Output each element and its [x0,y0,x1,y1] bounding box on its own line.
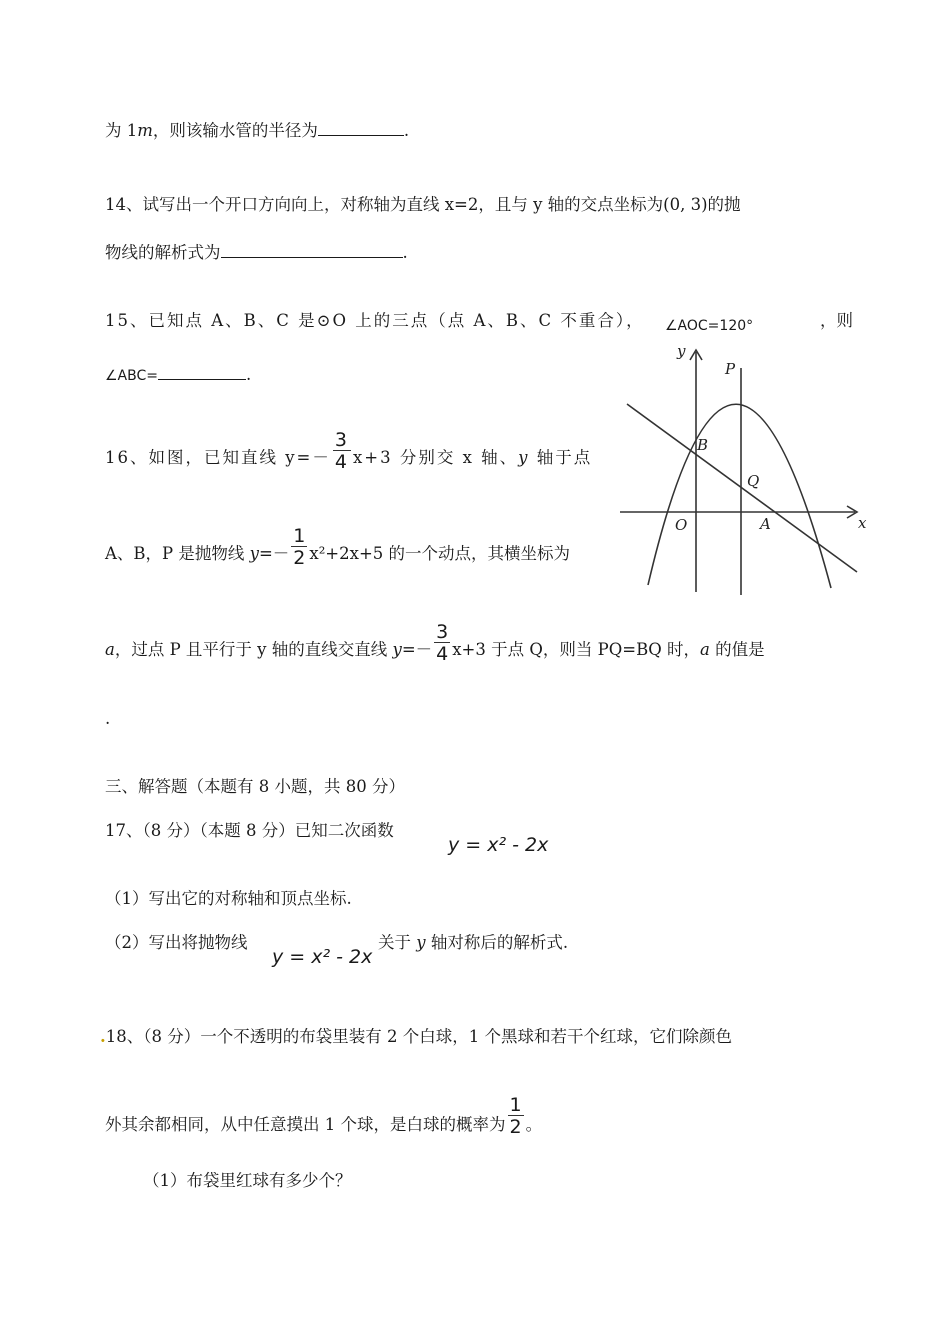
q17-sub2-rest: 关于 y 轴对称后的解析式. [378,933,569,952]
answer-blank-14[interactable] [221,241,403,258]
q15-line1: 15、已知点 A、B、C 是⊙O 上的三点（点 A、B、C 不重合）， [105,311,645,330]
q18-line1: .18、（8 分）一个不透明的布袋里装有 2 个白球，1 个黑球和若干个红球，它们除颜色 [100,1027,732,1046]
q15-line2: ∠ABC= . [105,365,252,384]
q15-angle: ∠AOC=120° [665,318,754,334]
q17-sub2-formula: y = x² - 2x [272,946,373,968]
line-ab [627,404,857,572]
parabola-line-figure [615,340,865,600]
label-b: B [697,436,709,454]
section-3-heading: 三、解答题（本题有 8 小题，共 80 分） [105,777,405,796]
fraction-1-2-b: $\frac{1}{2}$ [509,1094,522,1138]
q17-sub1: （1）写出它的对称轴和顶点坐标. [105,889,352,908]
q18-line2: 外其余都相同，从中任意摸出 1 个球，是白球的概率为 $\frac{1}{2}$ 。 [105,1094,543,1138]
q17-line1: 17、（8 分）（本题 8 分）已知二次函数 [105,821,394,840]
q14-line1: 14、试写出一个开口方向向上，对称轴为直线 x=2，且与 y 轴的交点坐标为(0, 3)的抛 [105,195,741,214]
fraction-1-2: $\frac{1}{2}$ [293,525,306,569]
label-o: O [675,516,688,534]
q13-tail: 为 1m，则该输水管的半径为 . [105,121,410,140]
label-q: Q [747,472,760,490]
q14-line2: 物线的解析式为 . [105,243,408,262]
label-x: x [858,514,867,532]
q16-line2: A、B，P 是抛物线 y=－ $\frac{1}{2}$ x²+2x+5 的一个动点，其横坐标为 [105,525,571,569]
label-a: A [760,515,771,533]
label-p: P [725,360,736,378]
q17-sub2: （2）写出将抛物线 [105,933,248,952]
fraction-3-4: $\frac{3}{4}$ [334,429,349,473]
fraction-3-4-b: $\frac{3}{4}$ [436,621,449,665]
q16-line4: . [105,709,111,728]
q16-line1: 16、如图，已知直线 y=－ $\frac{3}{4}$ x+3 分别交 x 轴、y 轴于点 [105,429,593,473]
answer-blank-13[interactable] [318,119,404,136]
q15-then: ，则 [820,311,853,330]
answer-blank-15[interactable] [158,363,246,380]
q17-formula: y = x² - 2x [448,834,549,856]
q16-line3: a，过点 P 且平行于 y 轴的直线交直线 y=－ $\frac{3}{4}$ x+3 于点 Q，则当 PQ=BQ 时，a 的值是 [105,621,765,665]
label-y: y [677,342,686,360]
q18-sub1: （1）布袋里红球有多少个？ [143,1171,352,1190]
parabola [648,404,831,588]
